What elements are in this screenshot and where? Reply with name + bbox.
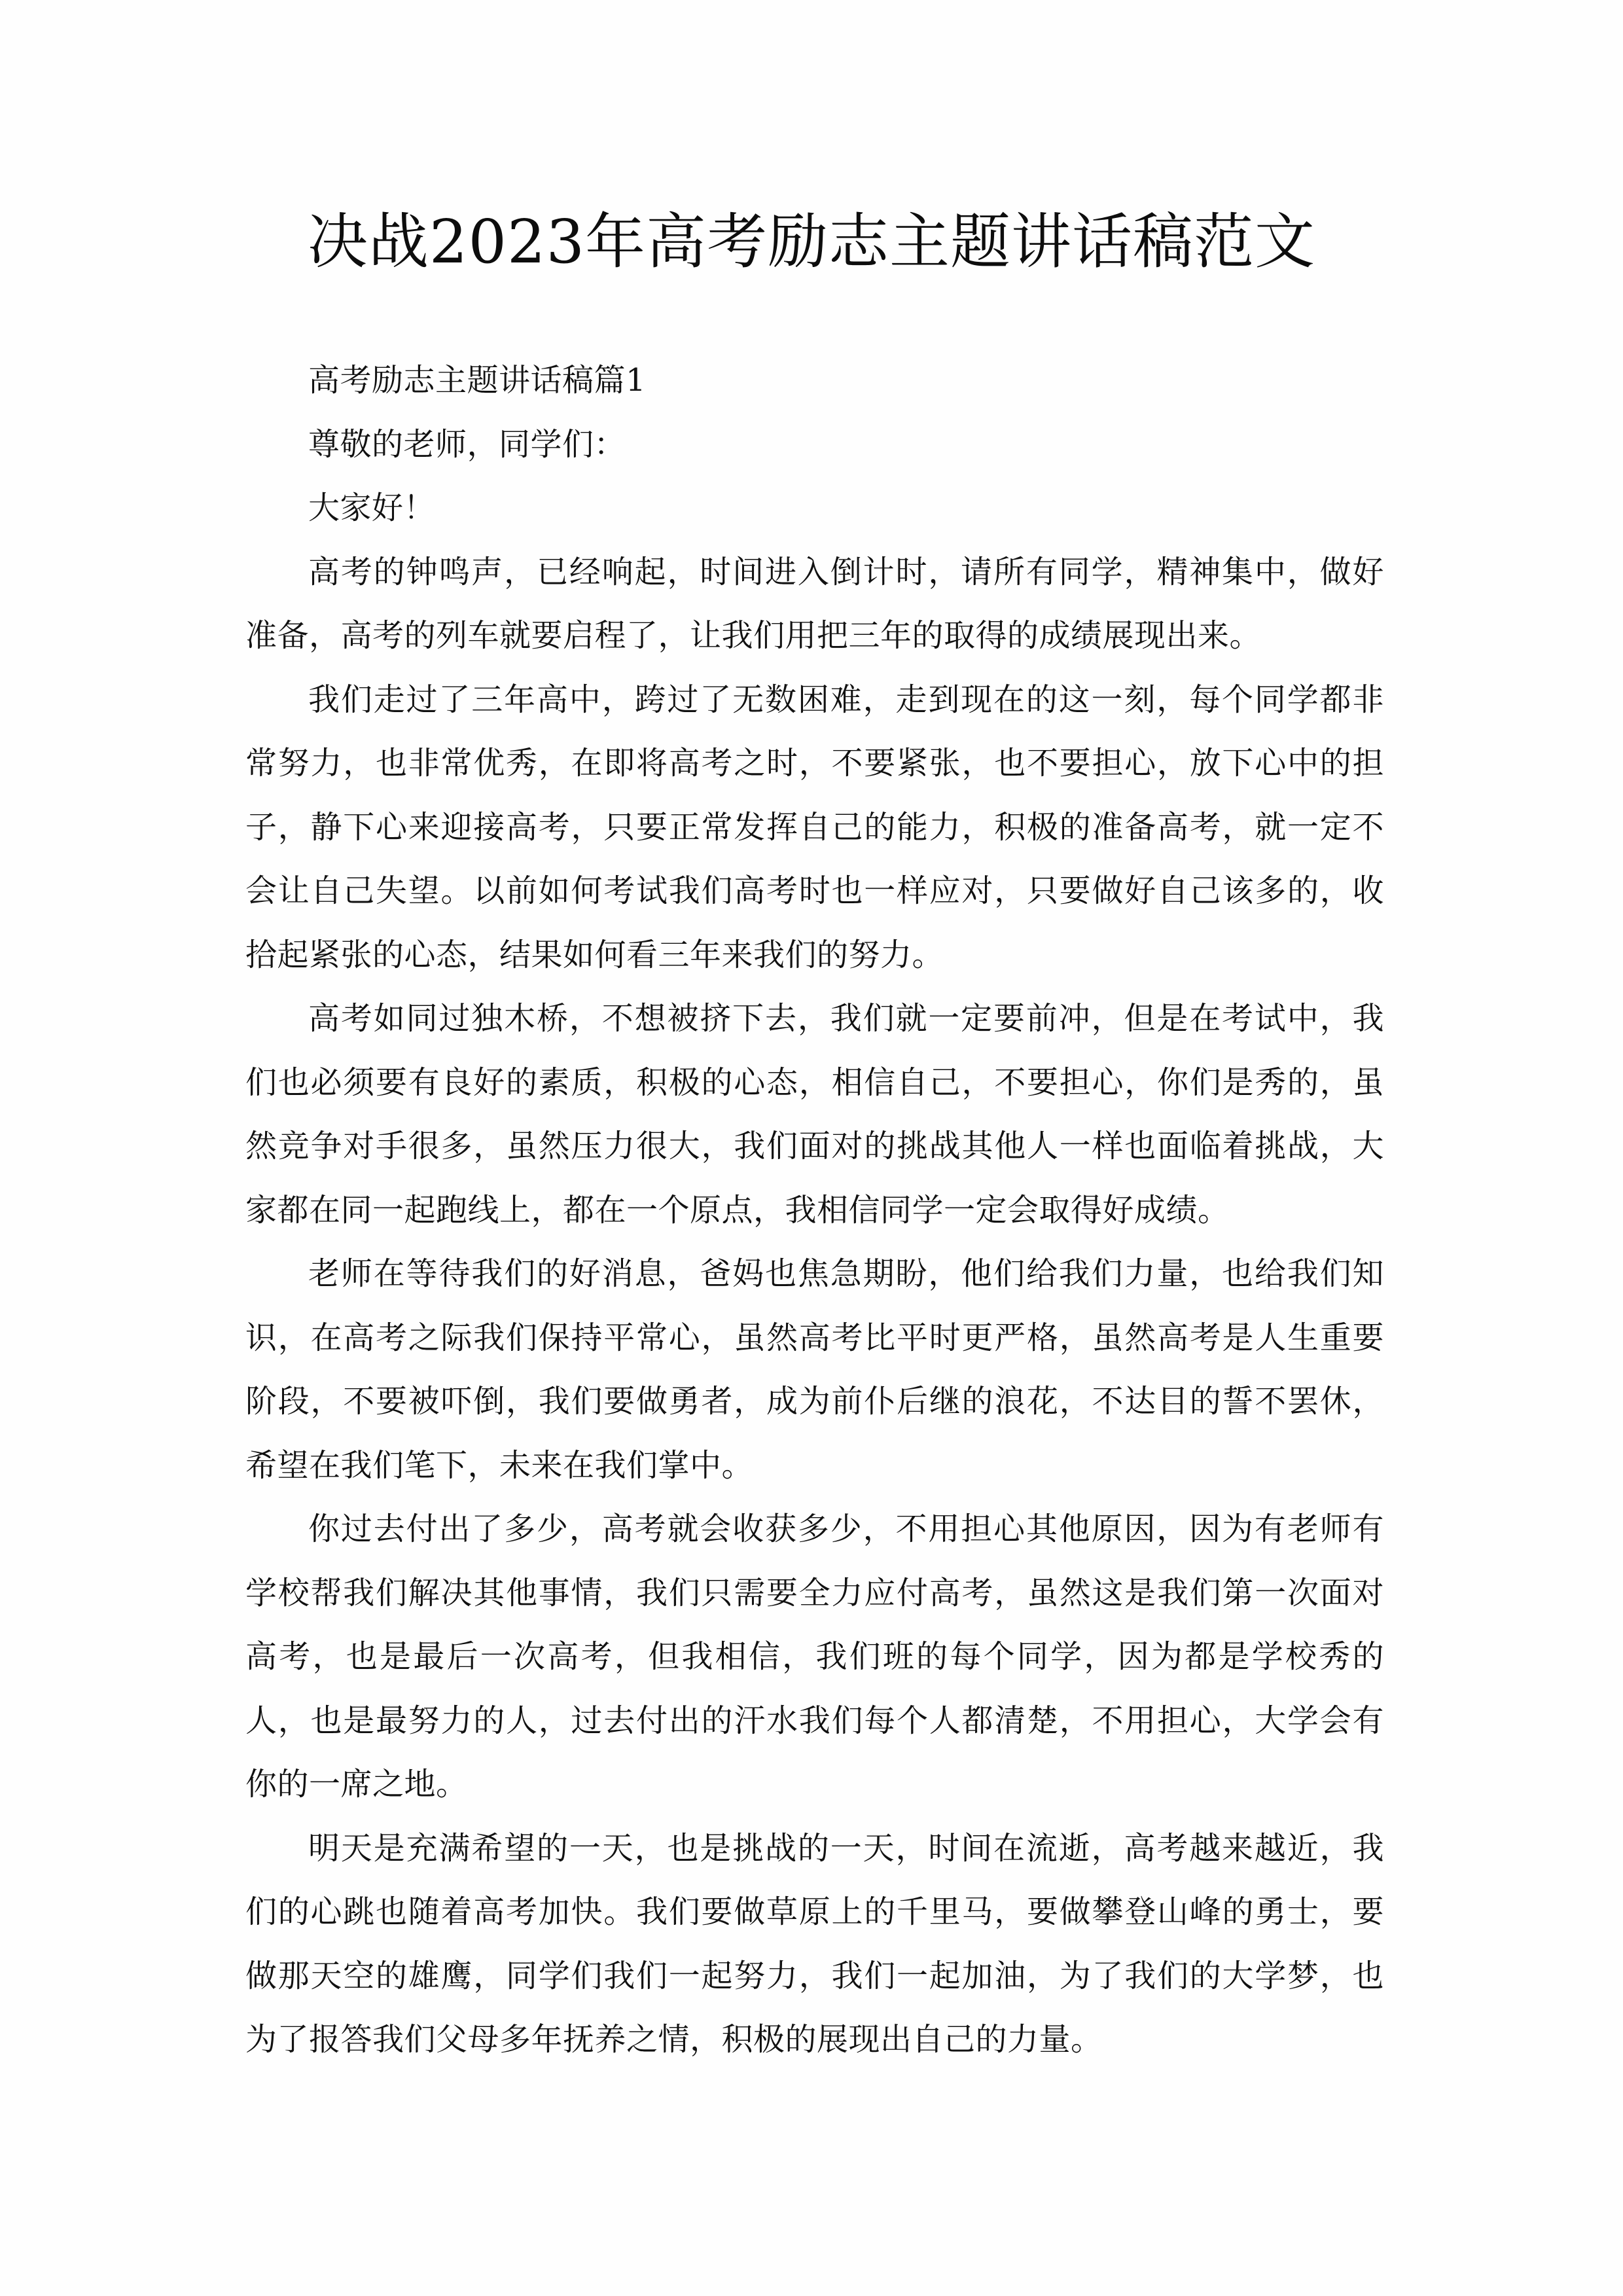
paragraph: 我们走过了三年高中，跨过了无数困难，走到现在的这一刻，每个同学都非常努力，也非常优秀，在即将高考之时，不要紧张，也不要担心，放下心中的担子，静下心来迎接高考，只要正常发挥自己的能力，积极的准备高考，就一定不会让自己失望。以前如何考试我们高考时也一样应对，只要做好自己该多的，收拾起紧张的心态，结果如何看三年来我们的努力。 <box>245 681 1384 973</box>
paragraph: 高考如同过独木桥，不想被挤下去，我们就一定要前冲，但是在考试中，我们也必须要有良好的素质，积极的心态，相信自己，不要担心，你们是秀的，虽然竞争对手很多，虽然压力很大，我们面对的挑战其他人一样也面临着挑战，大家都在同一起跑线上，都在一个原点，我相信同学一定会取得好成绩。 <box>245 1000 1384 1229</box>
document-title: 决战2023年高考励志主题讲话稿范文 <box>307 207 1316 277</box>
paragraph: 老师在等待我们的好消息，爸妈也焦急期盼，他们给我们力量，也给我们知识，在高考之际我们保持平常心，虽然高考比平时更严格，虽然高考是人生重要阶段，不要被吓倒，我们要做勇者，成为前仆后继的浪花，不达目的誓不罢休，希望在我们笔下，未来在我们掌中。 <box>245 1255 1384 1484</box>
section-heading: 高考励志主题讲话稿篇1 <box>308 362 647 399</box>
document-body <box>245 349 1384 2072</box>
paragraph: 你过去付出了多少，高考就会收获多少，不用担心其他原因，因为有老师有学校帮我们解决其他事情，我们只需要全力应付高考，虽然这是我们第一次面对高考，也是最后一次高考，但我相信，我们班的每个同学，因为都是学校秀的人，也是最努力的人，过去付出的汗水我们每个人都清楚，不用担心，大学会有你的一席之地。 <box>245 1511 1384 1803</box>
greeting: 大家好！ <box>308 490 436 526</box>
salutation: 尊敬的老师，同学们： <box>308 425 626 463</box>
paragraph: 明天是充满希望的一天，也是挑战的一天，时间在流逝，高考越来越近，我们的心跳也随着高考加快。我们要做草原上的千里马，要做攀登山峰的勇士，要做那天空的雄鹰，同学们我们一起努力，我们一起加油，为了我们的大学梦，也为了报答我们父母多年抚养之情，积极的展现出自己的力量。 <box>245 1829 1384 2058</box>
paragraph: 高考的钟鸣声，已经响起，时间进入倒计时，请所有同学，精神集中，做好准备，高考的列车就要启程了，让我们用把三年的取得的成绩展现出来。 <box>245 553 1384 654</box>
